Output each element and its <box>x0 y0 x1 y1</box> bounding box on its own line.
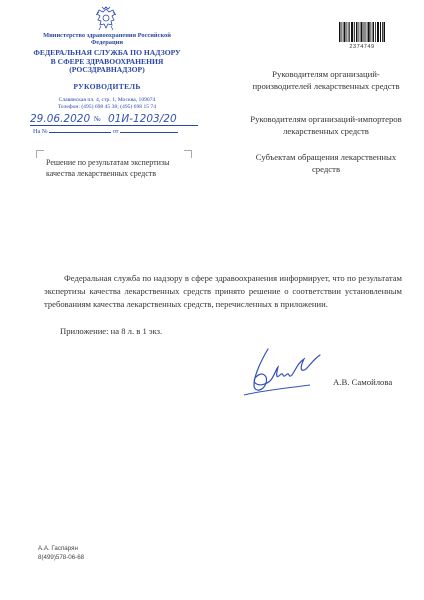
ministry-name: Министерство здравоохранения Российской Федерации <box>43 32 171 46</box>
agency-line-2: В СФЕРЕ ЗДРАВООХРАНЕНИЯ <box>50 56 164 66</box>
phone-line: Телефон: (495) 698 45 38; (495) 698 15 74 <box>57 104 157 110</box>
address-line: Славянская пл. 4, стр. 1, Москва, 109074 <box>58 97 156 103</box>
subject-bracket-right <box>184 150 192 158</box>
signature <box>240 345 332 400</box>
recipient-3: Субъектам обращения лекарственных средств <box>255 152 397 174</box>
subject: Решение по результатам экспертизы качества лекарственных средств <box>46 158 170 178</box>
appendix-note: Приложение: на 8 л. в 1 экз. <box>60 326 163 336</box>
reg-number-sign: № <box>94 115 101 123</box>
signatory-name: А.В. Самойлова <box>333 377 393 387</box>
role-title: РУКОВОДИТЕЛЬ <box>73 82 141 91</box>
body-text: Федеральная служба по надзору в сфере здравоохранения информирует, что по результатам экспертизы качества лекарственных средств принято решение о соответствии установленным требованиям качества лекарственных средств, перечисленных в приложении. <box>44 273 402 309</box>
coat-of-arms-icon <box>93 6 119 32</box>
barcode-number: 2374749 <box>349 44 375 50</box>
from-label: от <box>112 128 119 135</box>
on-number-label: На № <box>33 128 48 135</box>
reg-date: 29.06.2020 <box>30 113 91 125</box>
agency-line-1: ФЕДЕРАЛЬНАЯ СЛУЖБА ПО НАДЗОРУ <box>33 48 181 57</box>
barcode <box>339 22 385 42</box>
reg-number: 01И-1203/20 <box>108 113 177 125</box>
registration-line <box>30 113 206 127</box>
recipient-1: Руководителям организаций-производителей лекарственных средств <box>252 69 400 91</box>
subject-bracket-left <box>36 150 44 158</box>
executor-phone: 8(499)578-06-68 <box>38 553 85 561</box>
executor-name: А.А. Гаспарян <box>38 545 78 552</box>
agency-name <box>25 49 189 75</box>
recipient-2: Руководителям организаций-импортеров лекарственных средств <box>250 114 402 136</box>
reference-line <box>33 128 193 135</box>
agency-address <box>23 97 191 111</box>
executor-info <box>38 545 84 562</box>
agency-line-3: (РОСЗДРАВНАДЗОР) <box>69 65 145 75</box>
